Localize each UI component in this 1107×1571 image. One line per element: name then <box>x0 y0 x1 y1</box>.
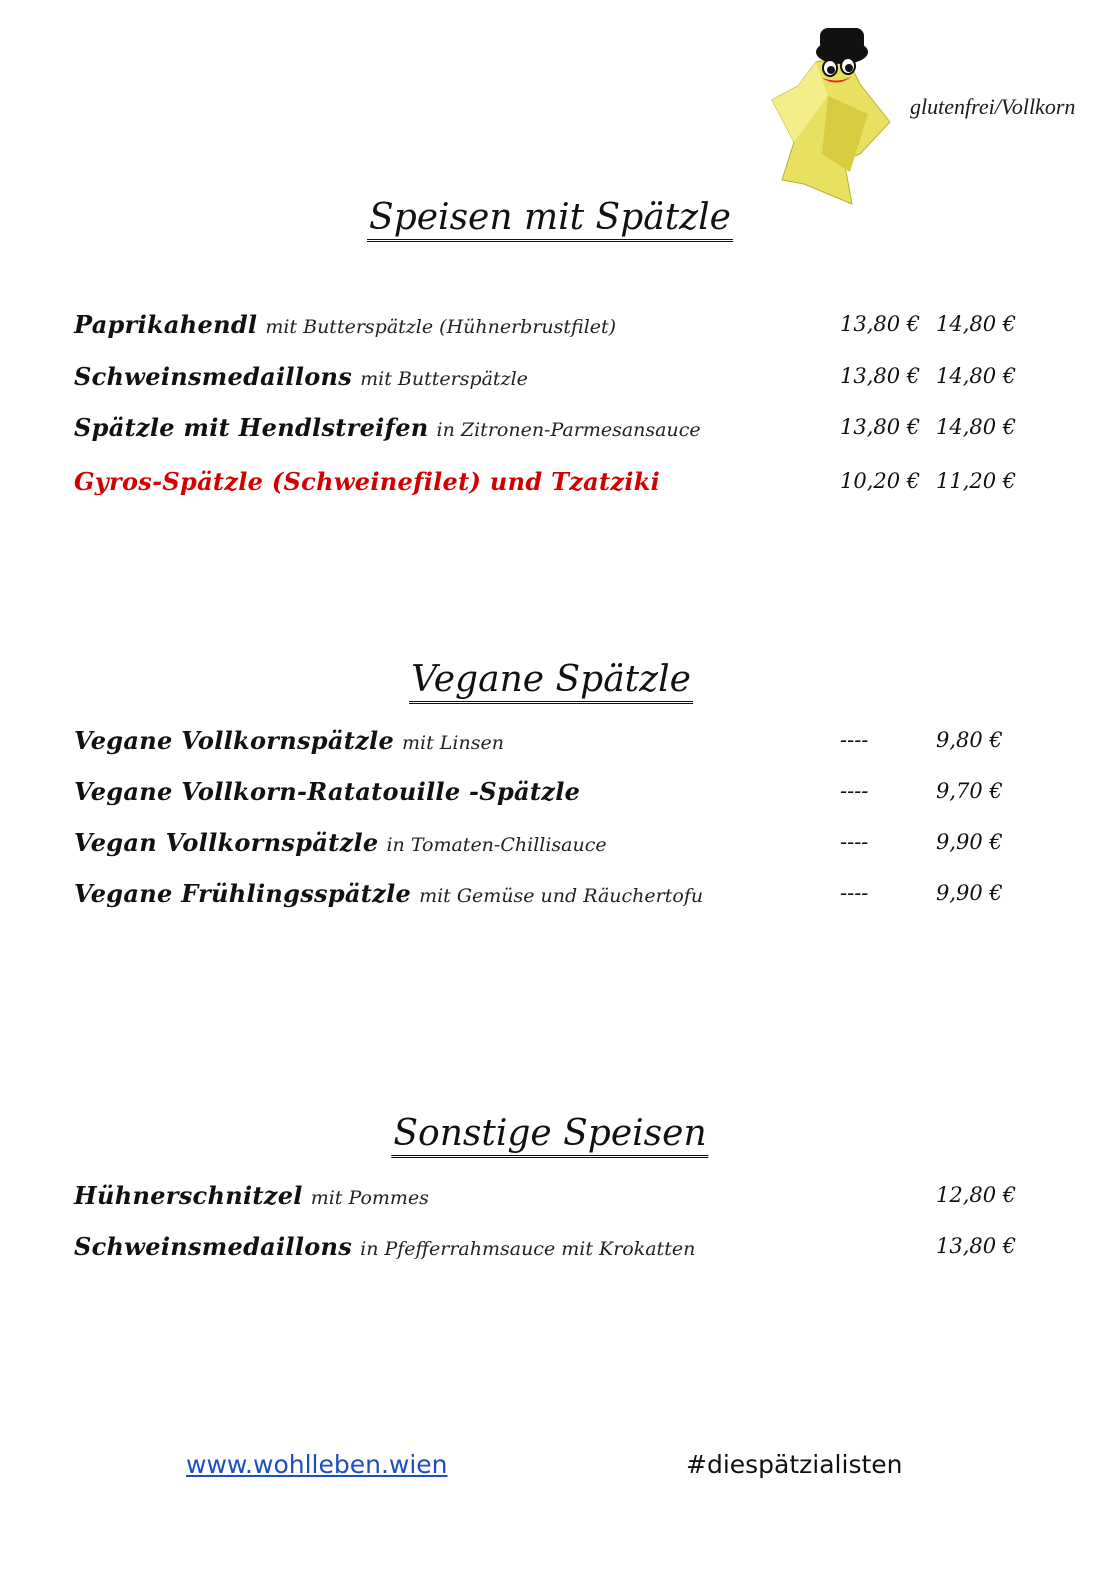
dish-name: Vegane Vollkornspätzle <box>74 726 395 755</box>
dish-name: Vegane Frühlingsspätzle <box>74 879 412 908</box>
dish-name: Schweinsmedaillons <box>74 1232 353 1261</box>
dish-name: Gyros-Spätzle (Schweinefilet) und Tzatziki <box>74 467 661 496</box>
hashtag: #diespätzialisten <box>686 1450 903 1479</box>
dish-description: mit Butterspätzle <box>360 368 528 390</box>
menu-item <box>74 362 1024 396</box>
price-glutenfree: 14,80 € <box>936 364 1017 388</box>
section-title-speisen-mit-spaetzle: Speisen mit Spätzle <box>367 198 733 242</box>
price-regular: ---- <box>840 830 869 854</box>
website-link[interactable]: www.wohlleben.wien <box>186 1450 448 1479</box>
price-regular: ---- <box>840 881 869 905</box>
dish-description: mit Pommes <box>310 1187 429 1209</box>
price-glutenfree: 14,80 € <box>936 312 1017 336</box>
price: 12,80 € <box>936 1183 1017 1207</box>
section-title-sonstige-speisen: Sonstige Speisen <box>391 1114 708 1158</box>
glutenfree-legend: glutenfrei/Vollkorn <box>910 94 1076 119</box>
dish-description: mit Butterspätzle (Hühnerbrustfilet) <box>265 316 617 338</box>
dish-name: Paprikahendl <box>74 310 258 339</box>
menu-item <box>74 1232 1024 1266</box>
dish-name: Vegan Vollkornspätzle <box>74 828 379 857</box>
price-glutenfree: 14,80 € <box>936 415 1017 439</box>
price-regular: ---- <box>840 779 869 803</box>
menu-item <box>74 828 1024 862</box>
price-regular: ---- <box>840 728 869 752</box>
dish-description: in Pfefferrahmsauce mit Krokatten <box>360 1238 696 1260</box>
section-title-vegane-spaetzle: Vegane Spätzle <box>409 660 693 704</box>
price-glutenfree: 9,90 € <box>936 830 1003 854</box>
dish-name: Schweinsmedaillons <box>74 362 353 391</box>
price-glutenfree: 9,70 € <box>936 779 1003 803</box>
menu-item <box>74 879 1024 913</box>
dish-description: in Tomaten-Chillisauce <box>386 834 607 856</box>
price-glutenfree: 11,20 € <box>936 469 1017 493</box>
dish-name: Hühnerschnitzel <box>74 1181 303 1210</box>
spaetzle-mascot-icon <box>768 22 893 207</box>
price: 13,80 € <box>936 1234 1017 1258</box>
price-glutenfree: 9,90 € <box>936 881 1003 905</box>
dish-description: mit Linsen <box>402 732 504 754</box>
price-regular: 13,80 € <box>840 415 921 439</box>
menu-item <box>74 413 1024 447</box>
dish-description: in Zitronen-Parmesansauce <box>436 419 701 441</box>
price-regular: 10,20 € <box>840 469 921 493</box>
dish-name: Spätzle mit Hendlstreifen <box>74 413 429 442</box>
price-regular: 13,80 € <box>840 312 921 336</box>
price-glutenfree: 9,80 € <box>936 728 1003 752</box>
menu-item-highlight <box>74 467 1024 501</box>
menu-item <box>74 1181 1024 1215</box>
menu-item <box>74 310 1024 344</box>
dish-description: mit Gemüse und Räuchertofu <box>419 885 704 907</box>
menu-item <box>74 726 1024 760</box>
price-regular: 13,80 € <box>840 364 921 388</box>
dish-name: Vegane Vollkorn-Ratatouille -Spätzle <box>74 777 581 806</box>
menu-item <box>74 777 1024 811</box>
